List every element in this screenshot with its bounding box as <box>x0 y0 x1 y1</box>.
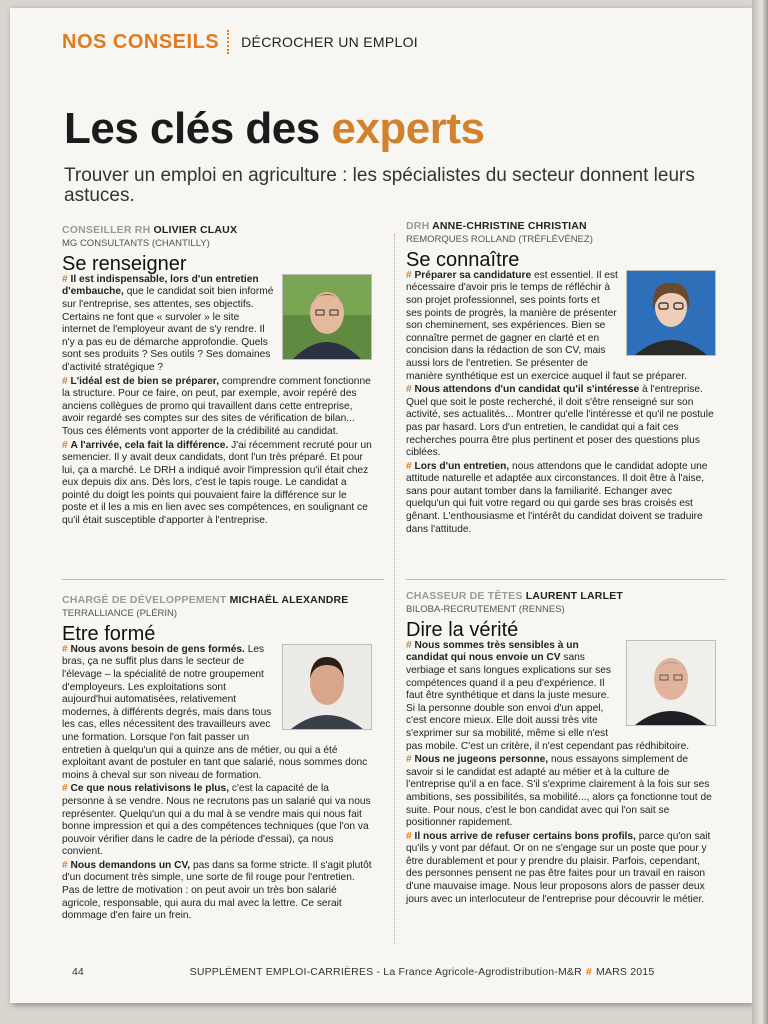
portrait-image <box>283 275 371 359</box>
expert-photo <box>626 270 716 356</box>
footer-date: MARS 2015 <box>595 966 655 978</box>
expert-role: CHASSEUR DE TÊTES LAURENT LARLET <box>406 590 624 602</box>
magazine-page <box>10 8 752 1003</box>
paragraph-1: # Nous avons besoin de gens formés. Les bras, ça ne suffit plus dans le secteur de l'élevage – la spécialité de notre groupement d'employeurs. Les exploitations sont aujourd'hui automatisées, relativement modernes, à différents degrés, mais dans tous les cas, elles nécessitent des travailleurs avec une formation. Lorsque l'on fait passer un entretien à quelqu'un qui a quinze ans de métier, ou qui a été exploitant avant de postuler en tant que salarié, nous sommes donc moins à cheval sur son niveau de formation. <box>62 643 368 781</box>
expert-company: MG CONSULTANTS (CHANTILLY) <box>62 237 210 249</box>
expert-name: LAURENT LARLET <box>525 590 624 602</box>
expert-photo <box>626 640 716 726</box>
expert-name: ANNE-CHRISTINE CHRISTIAN <box>432 220 587 232</box>
expert-role: DRH ANNE-CHRISTINE CHRISTIAN <box>406 220 587 232</box>
portrait-image <box>283 645 371 729</box>
paragraph-2: # L'idéal est de bien se préparer, comprendre comment fonctionne la structure. Pour ce faire, on peut, par exemple, avoir repéré des anciens collègues de promo qui travaillent dans cette entreprise, avoir regardé ses comptes sur des sites de vérification de bilan... Tous ces éléments vont apporter de la crédibilité au candidat. <box>62 375 371 437</box>
title-accent: experts <box>331 104 485 153</box>
expert-role: CHARGÉ DE DÉVELOPPEMENT MICHAËL ALEXANDRE <box>62 594 349 606</box>
portrait-image <box>627 271 715 355</box>
portrait-image <box>627 641 715 725</box>
paragraph-3: # Lors d'un entretien, nous attendons que le candidat adopte une attitude naturelle et adaptée aux circonstances. Il doit être à l'aise, sans pour autant tomber dans la familiarité. Echanger avec quelqu'un qui fuit votre regard ou qui garde ses bras croisés est gênant. L'enthousiasme et l'intérêt du candidat doivent se traduire dans l'attitude. <box>406 460 708 535</box>
section-label: DÉCROCHER UN EMPLOI <box>241 34 418 50</box>
section-divider-left <box>62 579 384 580</box>
article-subtitle: Trouver un emploi en agriculture : les spécialistes du secteur donnent leurs astuces. <box>64 165 695 206</box>
paragraph-1: # Il est indispensable, lors d'un entretien d'embauche, que le candidat soit bien informé sur l'entreprise, ses attentes, ses objectifs. Certains ne font que « survoler » le site internet de l'employeur avant de s'y rendre. Il n'y a pas eu de démarche approfondie. Quels sont ses produits ? Ses outils ? Ses domaines d'activité stratégique ? <box>62 273 274 373</box>
page-number: 44 <box>72 966 84 978</box>
paragraph-3: # Il nous arrive de refuser certains bons profils, parce qu'on sait qu'ils y vont par défaut. Or on ne s'engage sur un poste que pour y être durablement et pour y prendre du plaisir. Parfois, cependant, des personnes pensent ne pas être faites pour un travail en raison d'une mauvaise image. Nous leur proposons alors de passer deux jours avec un interlocuteur de l'entreprise pour découvrir le métier. <box>406 830 711 905</box>
block-body <box>62 274 372 528</box>
paragraph-3: # Nous demandons un CV, pas dans sa forme stricte. Il s'agit plutôt d'un document très simple, une sorte de fil rouge pour l'entretien. Pas de lettre de motivation : on peut avoir un très bon salarié agricole, responsable, qui aura du mal avec la lettre. Ce serait dommage d'en faire un frein. <box>62 859 372 922</box>
block-heading: Se renseigner <box>62 253 187 276</box>
rubric-label: NOS CONSEILS <box>62 30 220 53</box>
paragraph-1: # Nous sommes très sensibles à un candidat qui nous envoie un CV sans verbiage et sans longues explications sur ses compétences quand il a peu d'expérience. Il faut être synthétique et dans la juste mesure. Si la personne double son envoi d'un appel, c'est encore mieux. Elle doit aussi très vite s'exprimer sur sa mobilité, même si elle n'est pas mobile. C'est un critère, il n'est cependant pas rédhibitoire. <box>406 639 690 752</box>
paragraph-1: # Préparer sa candidature est essentiel. Il est nécessaire d'avoir pris le temps de réfléchir à son projet professionnel, ses points forts et ses points de progrès, la manière de présenter son cheminement, ses expériences. Bien se connaître permet de gagner en clarté et en concision dans la rédaction de son CV, mais aussi lors de l'entretien. Se présenter de manière synthétique est un exercice auquel il faut se préparer. <box>406 269 687 382</box>
expert-photo <box>282 644 372 730</box>
block-body <box>406 270 716 536</box>
page-footer <box>72 966 732 978</box>
expert-role: CONSEILLER RH OLIVIER CLAUX <box>62 224 238 236</box>
header-kicker <box>62 30 418 54</box>
block-body <box>406 640 716 906</box>
paragraph-3: # A l'arrivée, cela fait la différence. J'ai récemment recruté pour un semencier. Il y avait deux candidats, dont l'un très préparé. Et pour lui, ça a marché. Le DRH a indiqué avoir l'impression qu'il était chez eux depuis dix ans. Dès lors, c'est le tapis rouge. Le candidat a pointé du doigt les points qui pouvaient faire la différence sur le poste et il les a mis en lien avec ses compétences, en soulignant ce qu'il était susceptible d'apporter à l'entreprise. <box>62 439 372 527</box>
expert-block-1 <box>62 224 372 529</box>
paragraph-2: # Ce que nous relativisons le plus, c'est la capacité de la personne à se vendre. Nous ne recrutons pas un salarié qui va nous représenter. Quelqu'un qui a du mal à se vendre mais qui nous fait bonne impression et qui a des compétences techniques (que l'on va pouvoir vérifier dans le cadre de la période d'essai), ça nous convient. <box>62 783 371 858</box>
page-binding-edge <box>752 0 768 1024</box>
expert-block-3 <box>62 594 372 924</box>
column-divider <box>394 234 395 944</box>
block-heading: Etre formé <box>62 623 156 646</box>
title-main: Les clés des <box>64 104 320 153</box>
expert-block-2 <box>406 220 716 537</box>
rubric-separator <box>227 30 233 54</box>
expert-name: MICHAËL ALEXANDRE <box>229 594 349 606</box>
expert-block-4 <box>406 590 716 907</box>
section-divider-right <box>406 579 726 580</box>
paragraph-2: # Nous ne jugeons personne, nous essayons simplement de savoir si le candidat est adapté au métier et à la culture de l'entreprise qu'il a en face. S'il s'exprime clairement à la fois sur ses ambitions, ses possibilités, sa mobilité..., alors ça fonctionne tout de suite. Pour nous, c'est le bon candidat avec qui l'on sait se positionner rapidement. <box>406 754 712 829</box>
block-heading: Dire la vérité <box>406 619 519 642</box>
paragraph-2: # Nous attendons d'un candidat qu'il s'intéresse à l'entreprise. Quel que soit le poste recherché, il doit s'être renseigné sur son activité, ses actualités... Montrer qu'elle l'intéresse et qu'il ne postule pas par hasard. Lors d'un entretien, le candidat qui a fait ces recherches pourra être plus pertinent et poser des questions plus ciblées. <box>406 384 714 459</box>
expert-photo <box>282 274 372 360</box>
expert-company: REMORQUES ROLLAND (TRÉFLÉVÉNEZ) <box>406 233 593 245</box>
footer-publication: SUPPLÉMENT EMPLOI-CARRIÈRES - La France Agricole-Agrodistribution-M&R # MARS 2015 <box>189 966 655 978</box>
expert-company: TERRALLIANCE (PLÉRIN) <box>62 607 178 619</box>
article-title <box>64 104 485 154</box>
expert-company: BILOBA-RECRUTEMENT (RENNES) <box>406 603 565 615</box>
block-heading: Se connaître <box>406 249 520 272</box>
expert-name: OLIVIER CLAUX <box>153 224 238 236</box>
block-body <box>62 644 372 923</box>
